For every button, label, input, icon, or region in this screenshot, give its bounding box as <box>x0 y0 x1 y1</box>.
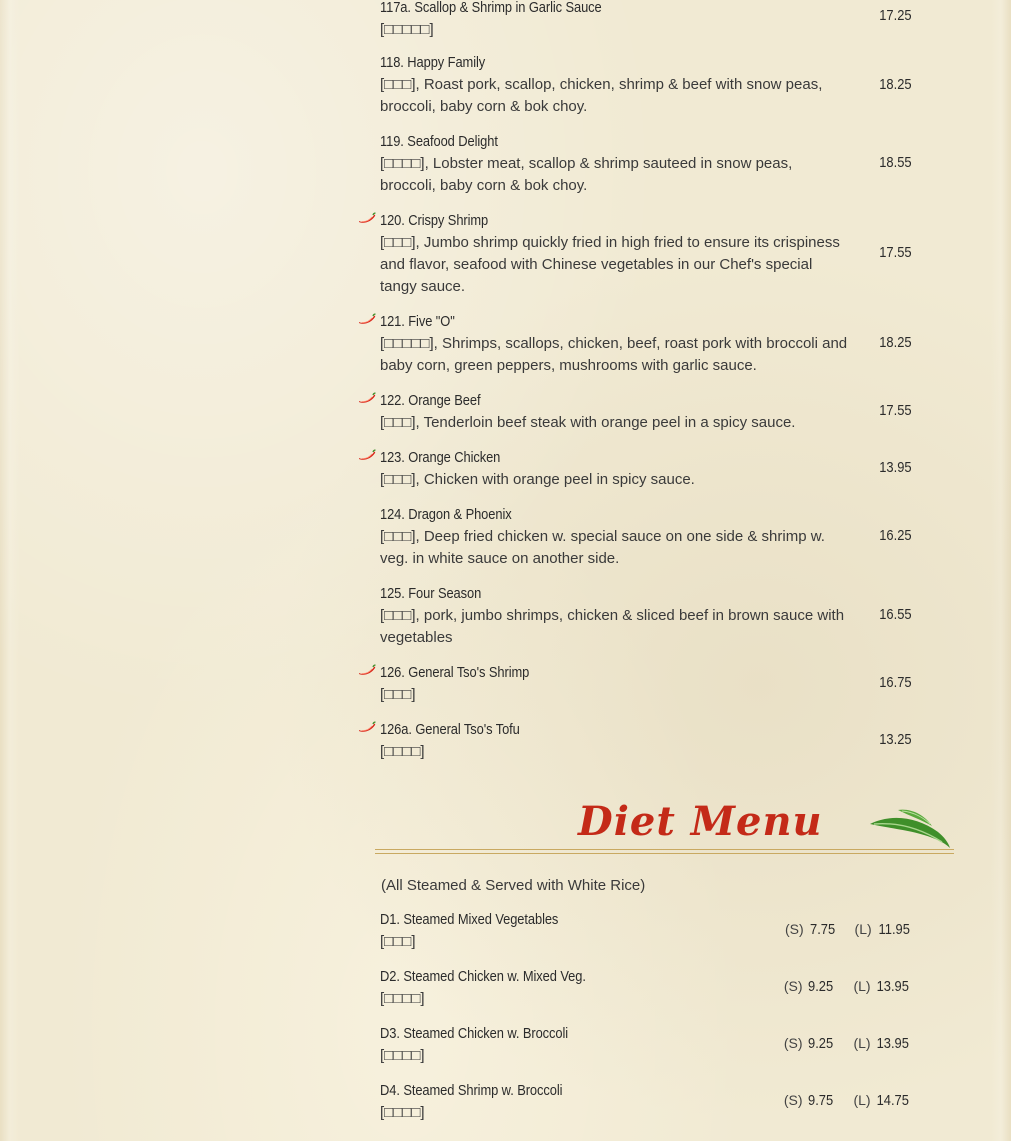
item-desc: [□□□], Chicken with orange peel in spicy sauce. <box>380 471 695 488</box>
diet-menu-item <box>380 910 912 953</box>
diet-menu-note: (All Steamed & Served with White Rice) <box>381 877 646 894</box>
item-desc: [□□□], Jumbo shrimp quickly fried in high fried to ensure its crispiness and flavor, seafood with Chinese vegetables in our Chef's special tangy sauce. <box>380 234 840 295</box>
small-price: 9.25 <box>808 1035 834 1052</box>
red-chili-pepper-icon <box>358 313 376 325</box>
small-size-label: (S) <box>783 1092 803 1108</box>
menu-item <box>380 663 912 706</box>
item-desc: [□□□□] <box>380 1104 425 1121</box>
item-desc: [□□□□] <box>380 743 425 760</box>
red-chili-pepper-icon <box>358 664 376 676</box>
large-price: 13.95 <box>877 978 910 995</box>
diet-menu-title: Diet Menu <box>578 798 823 845</box>
item-desc: [□□□] <box>380 933 416 950</box>
item-prices <box>785 921 912 938</box>
item-price: 17.55 <box>879 402 912 419</box>
menu-item <box>380 312 912 377</box>
large-size-label: (L) <box>853 1035 871 1051</box>
item-name: 126. General Tso's Shrimp <box>380 664 530 681</box>
red-chili-pepper-icon <box>358 392 376 404</box>
red-chili-pepper-icon <box>358 721 376 733</box>
large-size-label: (L) <box>853 1092 871 1108</box>
item-desc: [□□□] <box>380 686 416 703</box>
small-price: 9.25 <box>808 978 834 995</box>
menu-item <box>380 0 912 41</box>
item-name: 118. Happy Family <box>380 54 486 71</box>
menu-item <box>380 391 912 434</box>
item-desc: [□□□□□] <box>380 21 434 38</box>
item-desc: [□□□], pork, jumbo shrimps, chicken & sliced beef in brown sauce with vegetables <box>380 607 845 646</box>
diet-menu-item <box>380 1024 912 1067</box>
item-price: 16.55 <box>879 606 912 623</box>
small-size-label: (S) <box>783 1035 803 1051</box>
item-name: 126a. General Tso's Tofu <box>380 721 520 738</box>
red-chili-pepper-icon <box>358 449 376 461</box>
item-name: 121. Five "O" <box>380 313 455 330</box>
large-size-label: (L) <box>853 978 871 994</box>
item-desc: [□□□], Tenderloin beef steak with orange peel in a spicy sauce. <box>380 414 796 431</box>
item-name: 123. Orange Chicken <box>380 449 501 466</box>
item-name: D4. Steamed Shrimp w. Broccoli <box>380 1082 563 1099</box>
small-size-label: (S) <box>785 921 804 937</box>
item-desc: [□□□□], Lobster meat, scallop & shrimp sauteed in snow peas, broccoli, baby corn & bok choy. <box>380 155 793 194</box>
small-size-label: (S) <box>783 978 803 994</box>
item-price: 16.75 <box>879 674 912 691</box>
large-price: 13.95 <box>877 1035 910 1052</box>
large-price: 14.75 <box>877 1092 910 1109</box>
menu-item <box>380 211 912 298</box>
green-leaf-icon <box>868 802 952 850</box>
item-prices <box>784 978 912 995</box>
item-price: 17.55 <box>879 244 912 261</box>
menu-item <box>380 132 912 197</box>
item-name: 120. Crispy Shrimp <box>380 212 489 229</box>
menu-item <box>380 720 912 763</box>
item-price: 13.25 <box>879 731 912 748</box>
menu-item <box>380 448 912 491</box>
item-prices <box>784 1092 912 1109</box>
section-divider <box>375 849 954 854</box>
item-desc: [□□□], Roast pork, scallop, chicken, shrimp & beef with snow peas, broccoli, baby corn & bok choy. <box>380 76 823 115</box>
small-price: 7.75 <box>809 921 835 938</box>
large-price: 11.95 <box>878 921 910 938</box>
item-desc: [□□□], Deep fried chicken w. special sauce on one side & shrimp w. veg. in white sauce on another side. <box>380 528 825 567</box>
menu-item <box>380 53 912 118</box>
item-name: 125. Four Season <box>380 585 482 602</box>
item-name: 117a. Scallop & Shrimp in Garlic Sauce <box>380 0 602 16</box>
item-name: 119. Seafood Delight <box>380 133 498 150</box>
item-desc: [□□□□□], Shrimps, scallops, chicken, beef, roast pork with broccoli and baby corn, green peppers, mushrooms with garlic sauce. <box>380 335 848 374</box>
large-size-label: (L) <box>854 921 872 937</box>
item-price: 16.25 <box>879 527 912 544</box>
menu-item <box>380 505 912 570</box>
item-name: D3. Steamed Chicken w. Broccoli <box>380 1025 569 1042</box>
item-name: D2. Steamed Chicken w. Mixed Veg. <box>380 968 586 985</box>
item-name: D1. Steamed Mixed Vegetables <box>380 911 559 928</box>
small-price: 9.75 <box>808 1092 834 1109</box>
diet-menu-item <box>380 1081 912 1124</box>
item-price: 18.25 <box>879 76 912 93</box>
item-name: 122. Orange Beef <box>380 392 481 409</box>
item-desc: [□□□□] <box>380 1047 425 1064</box>
item-desc: [□□□□] <box>380 990 425 1007</box>
menu-item <box>380 584 912 649</box>
item-price: 17.25 <box>879 7 912 24</box>
item-price: 18.25 <box>879 334 912 351</box>
item-name: 124. Dragon & Phoenix <box>380 506 512 523</box>
item-price: 13.95 <box>879 459 912 476</box>
red-chili-pepper-icon <box>358 212 376 224</box>
item-price: 18.55 <box>879 154 912 171</box>
diet-menu-item <box>380 967 912 1010</box>
item-prices <box>784 1035 912 1052</box>
